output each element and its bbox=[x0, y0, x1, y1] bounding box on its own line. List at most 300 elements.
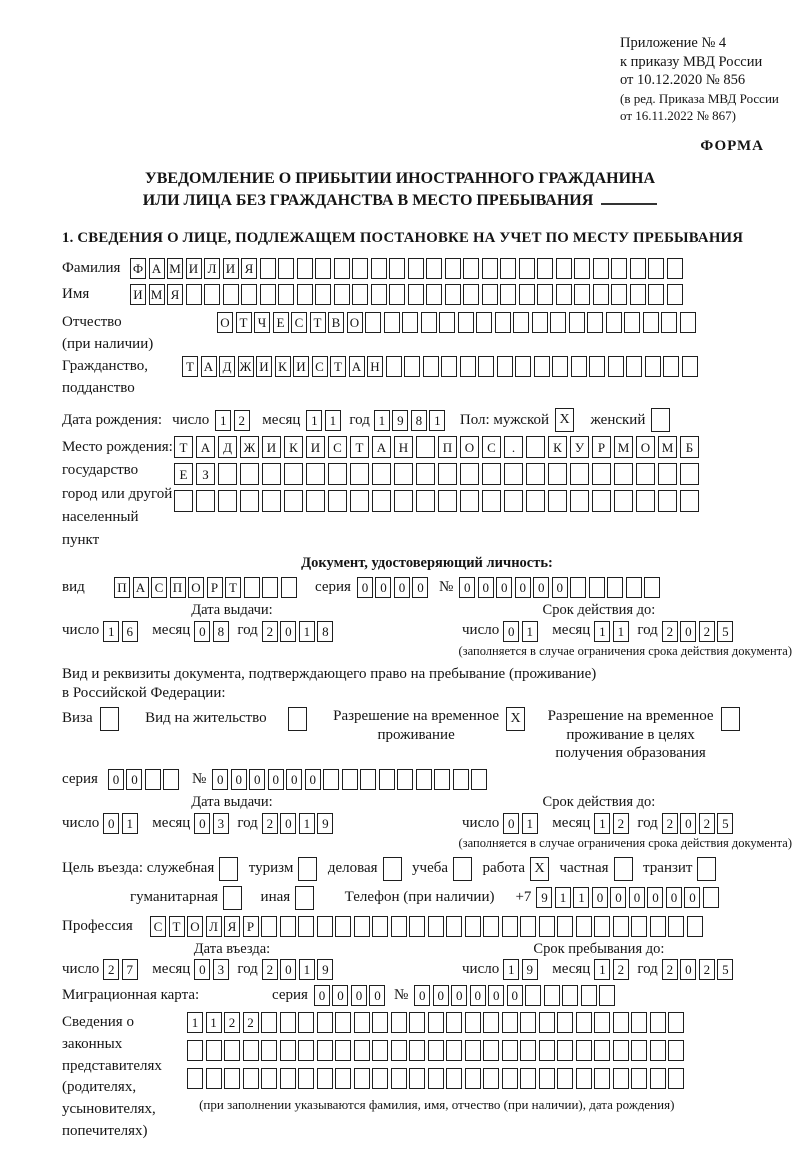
entry-month[interactable] bbox=[194, 959, 231, 980]
char-cell[interactable] bbox=[384, 312, 400, 333]
char-cell[interactable]: Т bbox=[182, 356, 198, 377]
char-cell[interactable] bbox=[483, 1068, 499, 1089]
char-cell[interactable] bbox=[426, 284, 442, 305]
char-cell[interactable] bbox=[631, 1012, 647, 1033]
char-cell[interactable] bbox=[557, 1012, 573, 1033]
char-cell[interactable] bbox=[416, 769, 432, 790]
char-cell[interactable] bbox=[504, 490, 523, 512]
char-cell[interactable] bbox=[613, 1068, 629, 1089]
char-cell[interactable] bbox=[372, 490, 391, 512]
purpose-study-checkbox[interactable] bbox=[453, 857, 475, 881]
char-cell[interactable] bbox=[278, 284, 294, 305]
char-cell[interactable] bbox=[298, 1040, 314, 1061]
purpose-humanitarian-checkbox[interactable] bbox=[223, 886, 245, 910]
char-cell[interactable]: П bbox=[170, 577, 186, 598]
char-cell[interactable]: 1 bbox=[522, 813, 538, 834]
char-cell[interactable] bbox=[434, 769, 450, 790]
char-cell[interactable] bbox=[482, 490, 501, 512]
char-cell[interactable] bbox=[482, 284, 498, 305]
char-cell[interactable]: У bbox=[570, 436, 589, 458]
char-cell[interactable]: 0 bbox=[503, 621, 519, 642]
sex-male-checkbox[interactable] bbox=[555, 408, 577, 432]
char-cell[interactable] bbox=[187, 1040, 203, 1061]
checkbox-cell[interactable]: X bbox=[555, 408, 574, 432]
char-cell[interactable]: Т bbox=[225, 577, 241, 598]
char-cell[interactable] bbox=[416, 490, 435, 512]
char-cell[interactable] bbox=[658, 490, 677, 512]
char-cell[interactable] bbox=[445, 284, 461, 305]
char-cell[interactable] bbox=[483, 1012, 499, 1033]
char-cell[interactable] bbox=[426, 258, 442, 279]
char-cell[interactable] bbox=[354, 1012, 370, 1033]
char-cell[interactable] bbox=[243, 1068, 259, 1089]
char-cell[interactable]: Р bbox=[243, 916, 259, 937]
char-cell[interactable]: 0 bbox=[103, 813, 119, 834]
char-cell[interactable] bbox=[328, 463, 347, 485]
checkbox-cell[interactable]: X bbox=[530, 857, 549, 881]
residence-series-input[interactable] bbox=[108, 769, 182, 790]
char-cell[interactable] bbox=[626, 577, 642, 598]
char-cell[interactable] bbox=[379, 769, 395, 790]
char-cell[interactable] bbox=[204, 284, 220, 305]
char-cell[interactable] bbox=[423, 356, 439, 377]
patronymic-input[interactable] bbox=[217, 312, 698, 333]
char-cell[interactable]: 0 bbox=[680, 621, 696, 642]
char-cell[interactable]: Т bbox=[236, 312, 252, 333]
char-cell[interactable] bbox=[539, 1012, 555, 1033]
char-cell[interactable]: 0 bbox=[332, 985, 348, 1006]
char-cell[interactable] bbox=[650, 1068, 666, 1089]
char-cell[interactable] bbox=[500, 258, 516, 279]
char-cell[interactable] bbox=[446, 1012, 462, 1033]
char-cell[interactable] bbox=[280, 916, 296, 937]
char-cell[interactable] bbox=[371, 284, 387, 305]
char-cell[interactable] bbox=[262, 463, 281, 485]
char-cell[interactable] bbox=[416, 463, 435, 485]
char-cell[interactable] bbox=[502, 916, 518, 937]
residence-issue-month[interactable] bbox=[194, 813, 231, 834]
char-cell[interactable]: З bbox=[196, 463, 215, 485]
purpose-other-checkbox[interactable] bbox=[295, 886, 317, 910]
purpose-official-checkbox[interactable] bbox=[219, 857, 241, 881]
char-cell[interactable]: 8 bbox=[411, 410, 427, 431]
char-cell[interactable]: 9 bbox=[317, 959, 333, 980]
char-cell[interactable]: 1 bbox=[594, 621, 610, 642]
char-cell[interactable] bbox=[611, 258, 627, 279]
char-cell[interactable] bbox=[557, 916, 573, 937]
char-cell[interactable]: 0 bbox=[280, 959, 296, 980]
char-cell[interactable]: И bbox=[293, 356, 309, 377]
char-cell[interactable]: 3 bbox=[213, 959, 229, 980]
char-cell[interactable] bbox=[594, 1068, 610, 1089]
char-cell[interactable] bbox=[397, 769, 413, 790]
char-cell[interactable]: 0 bbox=[533, 577, 549, 598]
char-cell[interactable]: 2 bbox=[262, 813, 278, 834]
char-cell[interactable] bbox=[352, 284, 368, 305]
char-cell[interactable] bbox=[556, 258, 572, 279]
char-cell[interactable]: 1 bbox=[187, 1012, 203, 1033]
char-cell[interactable] bbox=[315, 258, 331, 279]
char-cell[interactable] bbox=[354, 1040, 370, 1061]
char-cell[interactable] bbox=[262, 490, 281, 512]
doc-type-input[interactable] bbox=[114, 577, 299, 598]
char-cell[interactable]: 0 bbox=[592, 887, 608, 908]
char-cell[interactable] bbox=[240, 490, 259, 512]
char-cell[interactable]: 1 bbox=[594, 813, 610, 834]
char-cell[interactable]: 1 bbox=[503, 959, 519, 980]
char-cell[interactable] bbox=[206, 1040, 222, 1061]
migration-number-input[interactable] bbox=[414, 985, 618, 1006]
char-cell[interactable]: 2 bbox=[262, 959, 278, 980]
char-cell[interactable]: Т bbox=[169, 916, 185, 937]
char-cell[interactable] bbox=[218, 490, 237, 512]
char-cell[interactable] bbox=[224, 1068, 240, 1089]
char-cell[interactable] bbox=[680, 463, 699, 485]
char-cell[interactable] bbox=[594, 916, 610, 937]
char-cell[interactable] bbox=[174, 490, 193, 512]
char-cell[interactable] bbox=[409, 1068, 425, 1089]
checkbox-cell[interactable] bbox=[288, 707, 307, 731]
char-cell[interactable]: 1 bbox=[206, 1012, 222, 1033]
char-cell[interactable] bbox=[630, 258, 646, 279]
char-cell[interactable]: 1 bbox=[594, 959, 610, 980]
char-cell[interactable] bbox=[576, 1068, 592, 1089]
char-cell[interactable]: 0 bbox=[507, 985, 523, 1006]
surname-input[interactable] bbox=[130, 258, 685, 279]
char-cell[interactable]: 0 bbox=[369, 985, 385, 1006]
checkbox-cell[interactable] bbox=[453, 857, 472, 881]
char-cell[interactable]: И bbox=[262, 436, 281, 458]
char-cell[interactable] bbox=[446, 1040, 462, 1061]
visa-checkbox[interactable] bbox=[100, 707, 122, 731]
char-cell[interactable] bbox=[624, 312, 640, 333]
checkbox-cell[interactable] bbox=[100, 707, 119, 731]
char-cell[interactable]: Я bbox=[224, 916, 240, 937]
char-cell[interactable]: Я bbox=[241, 258, 257, 279]
char-cell[interactable] bbox=[428, 1040, 444, 1061]
char-cell[interactable] bbox=[626, 356, 642, 377]
char-cell[interactable]: 1 bbox=[573, 887, 589, 908]
char-cell[interactable]: 2 bbox=[662, 959, 678, 980]
char-cell[interactable] bbox=[261, 1040, 277, 1061]
char-cell[interactable] bbox=[661, 312, 677, 333]
char-cell[interactable] bbox=[548, 490, 567, 512]
char-cell[interactable]: 0 bbox=[194, 813, 210, 834]
char-cell[interactable] bbox=[465, 1040, 481, 1061]
char-cell[interactable] bbox=[465, 1012, 481, 1033]
char-cell[interactable]: 0 bbox=[433, 985, 449, 1006]
id-issue-day[interactable] bbox=[103, 621, 140, 642]
char-cell[interactable] bbox=[606, 312, 622, 333]
char-cell[interactable] bbox=[354, 1068, 370, 1089]
char-cell[interactable]: 0 bbox=[610, 887, 626, 908]
char-cell[interactable]: 0 bbox=[280, 813, 296, 834]
char-cell[interactable] bbox=[648, 258, 664, 279]
char-cell[interactable] bbox=[570, 463, 589, 485]
char-cell[interactable] bbox=[576, 1012, 592, 1033]
sex-female-checkbox[interactable] bbox=[651, 408, 673, 432]
char-cell[interactable] bbox=[556, 284, 572, 305]
char-cell[interactable] bbox=[317, 1012, 333, 1033]
char-cell[interactable] bbox=[613, 916, 629, 937]
char-cell[interactable]: 7 bbox=[122, 959, 138, 980]
char-cell[interactable] bbox=[335, 916, 351, 937]
char-cell[interactable] bbox=[630, 284, 646, 305]
char-cell[interactable] bbox=[570, 490, 589, 512]
char-cell[interactable]: О bbox=[347, 312, 363, 333]
char-cell[interactable] bbox=[428, 916, 444, 937]
char-cell[interactable] bbox=[571, 356, 587, 377]
char-cell[interactable]: 2 bbox=[243, 1012, 259, 1033]
char-cell[interactable]: 2 bbox=[224, 1012, 240, 1033]
representatives-row-1[interactable] bbox=[187, 1012, 687, 1033]
char-cell[interactable]: 1 bbox=[325, 410, 341, 431]
char-cell[interactable]: 0 bbox=[629, 887, 645, 908]
char-cell[interactable]: . bbox=[504, 436, 523, 458]
char-cell[interactable] bbox=[281, 577, 297, 598]
char-cell[interactable] bbox=[607, 577, 623, 598]
char-cell[interactable]: 0 bbox=[249, 769, 265, 790]
char-cell[interactable] bbox=[513, 312, 529, 333]
char-cell[interactable]: Б bbox=[680, 436, 699, 458]
char-cell[interactable]: П bbox=[438, 436, 457, 458]
char-cell[interactable] bbox=[391, 1068, 407, 1089]
char-cell[interactable]: 2 bbox=[103, 959, 119, 980]
char-cell[interactable]: 0 bbox=[666, 887, 682, 908]
doc-series-input[interactable] bbox=[357, 577, 431, 598]
char-cell[interactable]: Е bbox=[273, 312, 289, 333]
char-cell[interactable] bbox=[428, 1068, 444, 1089]
char-cell[interactable] bbox=[682, 356, 698, 377]
char-cell[interactable] bbox=[372, 1012, 388, 1033]
char-cell[interactable] bbox=[284, 490, 303, 512]
char-cell[interactable] bbox=[482, 463, 501, 485]
char-cell[interactable] bbox=[645, 356, 661, 377]
char-cell[interactable] bbox=[532, 312, 548, 333]
temp-residence-edu-checkbox[interactable] bbox=[721, 707, 743, 731]
char-cell[interactable] bbox=[306, 463, 325, 485]
residence-valid-day[interactable] bbox=[503, 813, 540, 834]
char-cell[interactable]: 0 bbox=[496, 577, 512, 598]
char-cell[interactable] bbox=[614, 490, 633, 512]
char-cell[interactable]: О bbox=[460, 436, 479, 458]
char-cell[interactable] bbox=[631, 1040, 647, 1061]
char-cell[interactable] bbox=[667, 284, 683, 305]
id-issue-year[interactable] bbox=[262, 621, 336, 642]
char-cell[interactable] bbox=[471, 769, 487, 790]
char-cell[interactable] bbox=[537, 284, 553, 305]
char-cell[interactable]: 0 bbox=[459, 577, 475, 598]
char-cell[interactable] bbox=[298, 1068, 314, 1089]
char-cell[interactable]: 0 bbox=[515, 577, 531, 598]
char-cell[interactable]: Т bbox=[310, 312, 326, 333]
char-cell[interactable] bbox=[465, 1068, 481, 1089]
char-cell[interactable] bbox=[372, 916, 388, 937]
char-cell[interactable] bbox=[335, 1012, 351, 1033]
char-cell[interactable]: 6 bbox=[122, 621, 138, 642]
id-issue-month[interactable] bbox=[194, 621, 231, 642]
char-cell[interactable] bbox=[391, 916, 407, 937]
char-cell[interactable] bbox=[334, 284, 350, 305]
char-cell[interactable] bbox=[687, 916, 703, 937]
char-cell[interactable] bbox=[223, 284, 239, 305]
doc-number-input[interactable] bbox=[459, 577, 663, 598]
char-cell[interactable] bbox=[453, 769, 469, 790]
purpose-transit-checkbox[interactable] bbox=[697, 857, 719, 881]
char-cell[interactable] bbox=[526, 463, 545, 485]
checkbox-cell[interactable] bbox=[697, 857, 716, 881]
char-cell[interactable] bbox=[589, 577, 605, 598]
char-cell[interactable] bbox=[354, 916, 370, 937]
char-cell[interactable] bbox=[438, 490, 457, 512]
char-cell[interactable] bbox=[668, 1012, 684, 1033]
char-cell[interactable] bbox=[650, 1012, 666, 1033]
char-cell[interactable] bbox=[478, 356, 494, 377]
char-cell[interactable] bbox=[525, 985, 541, 1006]
residence-permit-checkbox[interactable] bbox=[288, 707, 310, 731]
char-cell[interactable] bbox=[526, 436, 545, 458]
char-cell[interactable] bbox=[608, 356, 624, 377]
char-cell[interactable] bbox=[446, 916, 462, 937]
char-cell[interactable]: С bbox=[291, 312, 307, 333]
char-cell[interactable]: О bbox=[217, 312, 233, 333]
char-cell[interactable] bbox=[557, 1068, 573, 1089]
char-cell[interactable]: Л bbox=[204, 258, 220, 279]
char-cell[interactable]: 0 bbox=[647, 887, 663, 908]
residence-issue-day[interactable] bbox=[103, 813, 140, 834]
char-cell[interactable]: М bbox=[149, 284, 165, 305]
char-cell[interactable]: И bbox=[306, 436, 325, 458]
char-cell[interactable] bbox=[520, 1040, 536, 1061]
char-cell[interactable] bbox=[372, 463, 391, 485]
char-cell[interactable]: А bbox=[133, 577, 149, 598]
char-cell[interactable] bbox=[438, 463, 457, 485]
checkbox-cell[interactable] bbox=[295, 886, 314, 910]
char-cell[interactable]: 0 bbox=[680, 959, 696, 980]
entry-day[interactable] bbox=[103, 959, 140, 980]
purpose-work-checkbox[interactable] bbox=[530, 857, 552, 881]
char-cell[interactable]: 0 bbox=[357, 577, 373, 598]
char-cell[interactable] bbox=[224, 1040, 240, 1061]
char-cell[interactable]: С bbox=[328, 436, 347, 458]
char-cell[interactable] bbox=[613, 1040, 629, 1061]
char-cell[interactable] bbox=[186, 284, 202, 305]
char-cell[interactable]: 0 bbox=[268, 769, 284, 790]
char-cell[interactable] bbox=[502, 1012, 518, 1033]
char-cell[interactable]: 1 bbox=[613, 621, 629, 642]
char-cell[interactable]: О bbox=[187, 916, 203, 937]
char-cell[interactable] bbox=[262, 577, 278, 598]
char-cell[interactable]: К bbox=[284, 436, 303, 458]
char-cell[interactable] bbox=[463, 258, 479, 279]
char-cell[interactable]: 0 bbox=[108, 769, 124, 790]
char-cell[interactable] bbox=[502, 1040, 518, 1061]
char-cell[interactable]: 2 bbox=[662, 813, 678, 834]
char-cell[interactable]: И bbox=[130, 284, 146, 305]
char-cell[interactable] bbox=[500, 284, 516, 305]
birth-place-row-3[interactable] bbox=[174, 490, 702, 512]
char-cell[interactable] bbox=[520, 1012, 536, 1033]
char-cell[interactable] bbox=[534, 356, 550, 377]
char-cell[interactable]: И bbox=[186, 258, 202, 279]
char-cell[interactable]: 0 bbox=[351, 985, 367, 1006]
char-cell[interactable]: 2 bbox=[613, 813, 629, 834]
char-cell[interactable]: С bbox=[151, 577, 167, 598]
char-cell[interactable] bbox=[520, 1068, 536, 1089]
char-cell[interactable] bbox=[465, 916, 481, 937]
char-cell[interactable] bbox=[278, 258, 294, 279]
char-cell[interactable]: С bbox=[150, 916, 166, 937]
char-cell[interactable]: 1 bbox=[299, 813, 315, 834]
char-cell[interactable]: Д bbox=[218, 436, 237, 458]
char-cell[interactable] bbox=[537, 258, 553, 279]
char-cell[interactable] bbox=[668, 916, 684, 937]
char-cell[interactable]: К bbox=[548, 436, 567, 458]
char-cell[interactable] bbox=[519, 258, 535, 279]
char-cell[interactable]: 1 bbox=[555, 887, 571, 908]
char-cell[interactable] bbox=[408, 284, 424, 305]
char-cell[interactable]: Ж bbox=[238, 356, 254, 377]
char-cell[interactable] bbox=[569, 312, 585, 333]
char-cell[interactable] bbox=[389, 284, 405, 305]
char-cell[interactable]: 0 bbox=[305, 769, 321, 790]
char-cell[interactable] bbox=[404, 356, 420, 377]
char-cell[interactable]: 9 bbox=[522, 959, 538, 980]
char-cell[interactable]: М bbox=[167, 258, 183, 279]
char-cell[interactable] bbox=[352, 258, 368, 279]
char-cell[interactable] bbox=[334, 258, 350, 279]
char-cell[interactable]: Н bbox=[394, 436, 413, 458]
char-cell[interactable]: 0 bbox=[394, 577, 410, 598]
profession-input[interactable] bbox=[150, 916, 705, 937]
char-cell[interactable] bbox=[502, 1068, 518, 1089]
char-cell[interactable] bbox=[574, 258, 590, 279]
char-cell[interactable]: А bbox=[349, 356, 365, 377]
char-cell[interactable] bbox=[317, 916, 333, 937]
char-cell[interactable] bbox=[504, 463, 523, 485]
char-cell[interactable] bbox=[658, 463, 677, 485]
char-cell[interactable] bbox=[515, 356, 531, 377]
char-cell[interactable] bbox=[317, 1040, 333, 1061]
char-cell[interactable] bbox=[594, 1012, 610, 1033]
char-cell[interactable]: 5 bbox=[717, 813, 733, 834]
char-cell[interactable] bbox=[460, 463, 479, 485]
char-cell[interactable]: В bbox=[328, 312, 344, 333]
char-cell[interactable] bbox=[389, 258, 405, 279]
char-cell[interactable] bbox=[643, 312, 659, 333]
char-cell[interactable] bbox=[482, 258, 498, 279]
char-cell[interactable]: Р bbox=[592, 436, 611, 458]
char-cell[interactable] bbox=[394, 490, 413, 512]
residence-number-input[interactable] bbox=[212, 769, 490, 790]
char-cell[interactable] bbox=[360, 769, 376, 790]
char-cell[interactable] bbox=[650, 916, 666, 937]
char-cell[interactable] bbox=[463, 284, 479, 305]
checkbox-cell[interactable] bbox=[383, 857, 402, 881]
char-cell[interactable]: 1 bbox=[122, 813, 138, 834]
char-cell[interactable] bbox=[576, 916, 592, 937]
char-cell[interactable] bbox=[409, 1012, 425, 1033]
phone-input[interactable] bbox=[536, 887, 721, 908]
char-cell[interactable]: Ж bbox=[240, 436, 259, 458]
stay-year[interactable] bbox=[662, 959, 736, 980]
char-cell[interactable] bbox=[196, 490, 215, 512]
birth-year-input[interactable] bbox=[374, 410, 448, 431]
char-cell[interactable]: 0 bbox=[286, 769, 302, 790]
char-cell[interactable]: 9 bbox=[536, 887, 552, 908]
char-cell[interactable] bbox=[402, 312, 418, 333]
char-cell[interactable] bbox=[574, 284, 590, 305]
